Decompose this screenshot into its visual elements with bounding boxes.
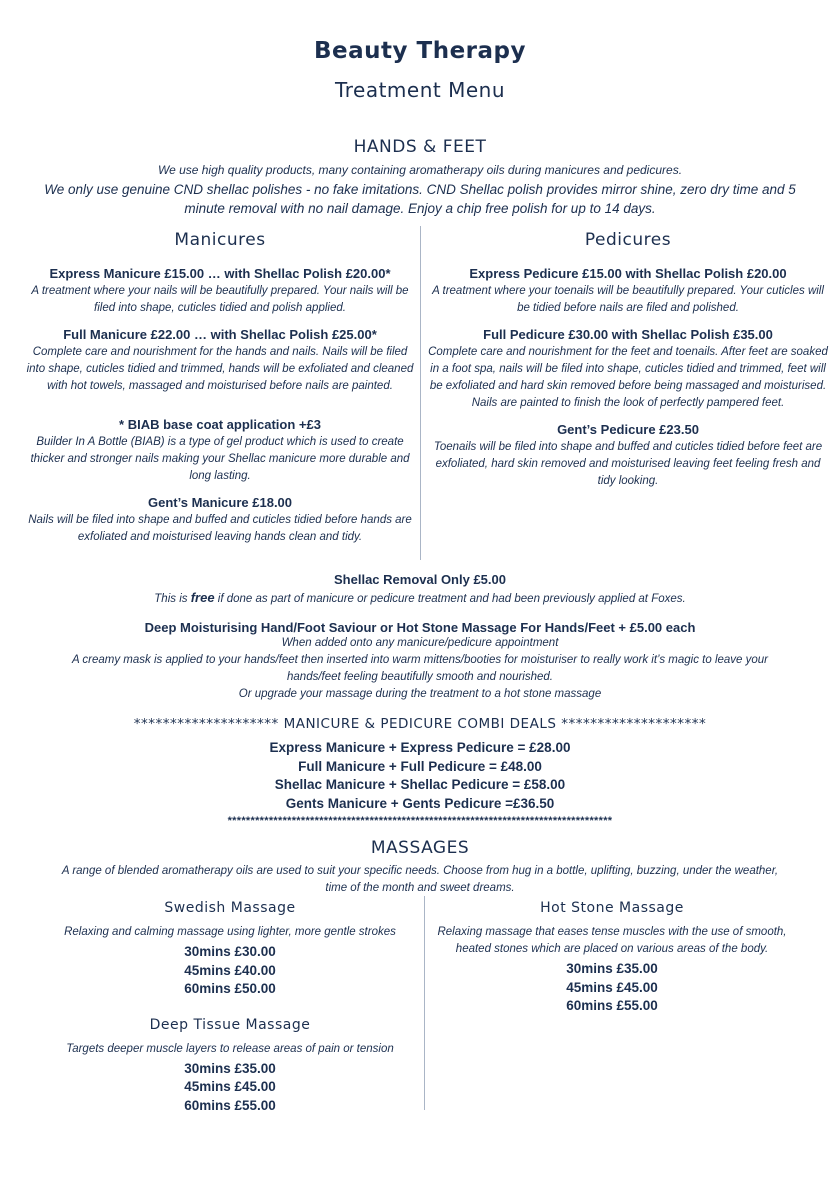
hot-stone-massage-item	[432, 900, 792, 1016]
manicures-column	[26, 230, 414, 546]
express-pedicure-item	[428, 266, 828, 317]
item-title: Full Pedicure £30.00 with Shellac Polish £35.00	[483, 327, 773, 342]
full-manicure-item	[26, 327, 414, 395]
combi-deal: Gents Manicure + Gents Pedicure =£36.50	[285, 795, 555, 811]
massage-price: 30mins £35.00	[184, 1060, 276, 1076]
desc-text: if done as part of manicure or pedicure treatment and had been previously applied at Foxes.	[214, 593, 686, 605]
manicures-heading: Manicures	[174, 230, 266, 250]
combi-deals-rule: ************************************************************************************	[227, 815, 613, 827]
hands-feet-intro-shellac: We only use genuine CND shellac polishes - no fake imitations. CND Shellac polish provides mirror shine, zero dry time and 5 minute removal with no nail damage. Enjoy a chip free polish for up to 14 days.	[44, 182, 796, 216]
massage-price: 45mins £45.00	[566, 979, 658, 995]
deep-moisturising-line2: A creamy mask is applied to your hands/feet then inserted into warm mittens/booties for moisturiser to really work it’s magic to leave your hands/feet feeling beautifully smooth and nourished.	[71, 654, 769, 683]
shellac-removal-title: Shellac Removal Only £5.00	[334, 572, 506, 587]
massage-price: 45mins £40.00	[184, 962, 276, 978]
massages-left-column	[40, 900, 420, 1116]
massage-price: 45mins £45.00	[184, 1079, 276, 1095]
item-description: Complete care and nourishment for the hands and nails. Nails will be filed into shape, cuticles tidied and trimmed, hands will be exfoliated and cleaned with hot towels, massaged and moisturised before nails are painted.	[26, 346, 414, 392]
massages-column-divider	[424, 896, 425, 1110]
hands-feet-heading: HANDS & FEET	[353, 137, 487, 157]
combi-deal: Full Manicure + Full Pedicure = £48.00	[298, 758, 542, 774]
massages-heading: MASSAGES	[370, 838, 470, 858]
massages-right-column	[432, 900, 792, 1016]
massage-description: Relaxing massage that eases tense muscles with the use of smooth, heated stones which are placed on various areas of the body.	[437, 926, 787, 955]
massage-price: 60mins £55.00	[566, 998, 658, 1014]
massage-name: Deep Tissue Massage	[149, 1016, 311, 1033]
swedish-massage-item	[40, 900, 420, 999]
combi-deals-heading: ******************** MANICURE & PEDICURE COMBI DEALS ********************	[133, 716, 707, 732]
free-emphasis: free	[190, 590, 215, 605]
massage-price: 30mins £30.00	[184, 944, 276, 959]
massage-name: Swedish Massage	[164, 900, 296, 916]
pedicures-column	[428, 230, 828, 490]
gents-pedicure-item	[428, 422, 828, 490]
deep-moisturising-title: Deep Moisturising Hand/Foot Saviour or Hot Stone Massage For Hands/Feet + £5.00 each	[144, 620, 696, 635]
item-description: Toenails will be filed into shape and buffed and cuticles tidied before feet are exfoliated, hard skin removed and moisturised leaving feet feeling fresh and tidy looking.	[433, 441, 823, 487]
massage-price: 60mins £50.00	[184, 981, 276, 997]
item-description: A treatment where your toenails will be beautifully prepared. Your cuticles will be tidied before nails are filed and polished.	[432, 285, 824, 314]
item-description: Nails will be filed into shape and buffed and cuticles tidied before hands are exfoliated and moisturised leaving hands clean and tidy.	[28, 514, 412, 543]
page-title: Beauty Therapy	[313, 38, 526, 64]
page-subtitle: Treatment Menu	[334, 78, 506, 102]
item-description: Complete care and nourishment for the feet and toenails. After feet are soaked in a foot spa, nails will be filed into shape, cuticles tidied and trimmed, feet will be exfoliated and hard skin removed before being massaged and moisturised. Nails are painted to finish the look of perfectly pampered feet.	[428, 346, 828, 409]
deep-tissue-massage-item	[40, 1017, 420, 1116]
deep-moisturising-line3: Or upgrade your massage during the treatment to a hot stone massage	[238, 688, 602, 700]
massage-price: 60mins £55.00	[184, 1097, 276, 1113]
full-pedicure-item	[428, 327, 828, 412]
item-title: Gent’s Manicure £18.00	[147, 495, 293, 510]
shellac-removal-desc	[40, 589, 800, 608]
massage-price: 30mins £35.00	[566, 961, 658, 976]
item-title: Express Manicure £15.00 … with Shellac Polish £20.00*	[49, 266, 391, 281]
massage-name: Hot Stone Massage	[540, 900, 684, 916]
item-title: Express Pedicure £15.00 with Shellac Polish £20.00	[469, 266, 787, 281]
combi-deal: Shellac Manicure + Shellac Pedicure = £58.00	[274, 777, 566, 793]
massages-intro: A range of blended aromatherapy oils are used to suit your specific needs. Choose from hug in a bottle, uplifting, buzzing, under the weather, time of the month and sweet dreams.	[61, 865, 779, 894]
biab-item	[26, 417, 414, 485]
pedicures-heading: Pedicures	[584, 230, 672, 250]
column-divider	[420, 226, 421, 560]
item-title: Gent’s Pedicure £23.50	[557, 422, 699, 437]
combi-deals-list	[0, 739, 840, 813]
item-title: * BIAB base coat application +£3	[119, 417, 321, 432]
express-manicure-item	[26, 266, 414, 317]
item-description: Builder In A Bottle (BIAB) is a type of gel product which is used to create thicker and stronger nails making your Shellac manicure more durable and long lasting.	[30, 436, 410, 482]
item-description: A treatment where your nails will be beautifully prepared. Your nails will be filed into shape, cuticles tidied and polish applied.	[31, 285, 409, 314]
massage-description: Relaxing and calming massage using lighter, more gentle strokes	[64, 926, 396, 938]
combi-deal: Express Manicure + Express Pedicure = £28.00	[269, 740, 571, 755]
deep-moisturising-line1: When added onto any manicure/pedicure appointment	[281, 637, 559, 649]
hands-feet-intro-products: We use high quality products, many containing aromatherapy oils during manicures and pedicures.	[157, 163, 683, 177]
desc-text: This is	[154, 593, 191, 605]
item-title: Full Manicure £22.00 … with Shellac Polish £25.00*	[63, 327, 377, 342]
add-ons-section	[40, 572, 800, 703]
gents-manicure-item	[26, 495, 414, 546]
massage-description: Targets deeper muscle layers to release areas of pain or tension	[66, 1042, 394, 1055]
